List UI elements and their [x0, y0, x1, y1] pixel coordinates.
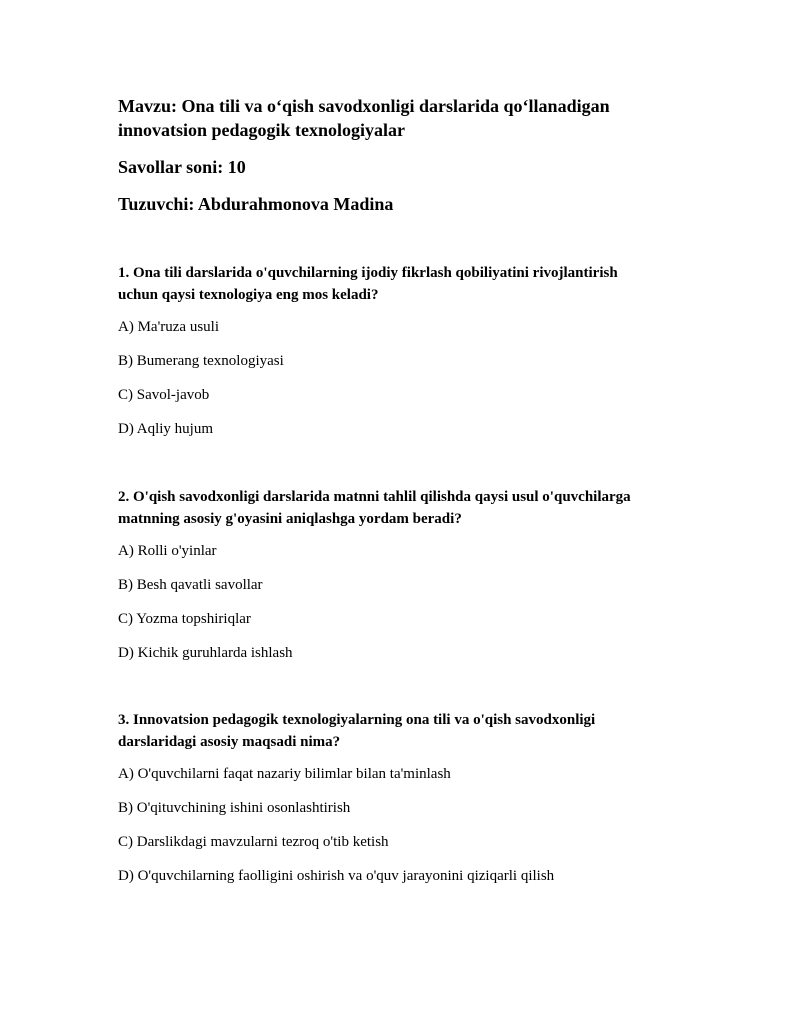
author-line: Tuzuvchi: Abdurahmonova Madina	[118, 194, 394, 214]
question-text-line-2: uchun qaysi texnologiya eng mos keladi?	[118, 287, 379, 303]
question-3	[118, 709, 688, 900]
document-header	[118, 94, 678, 216]
topic-title-line-1: Mavzu: Ona tili va o‘qish savodxonligi darslarida qo‘llanadigan	[118, 96, 610, 116]
option-d: D) Aqliy hujum	[118, 421, 214, 437]
question-text-line-2: darslaridagi asosiy maqsadi nima?	[118, 734, 341, 750]
question-1	[118, 262, 688, 453]
question-text-line-1: 3. Innovatsion pedagogik texnologiyalarning ona tili va o'qish savodxonligi	[118, 712, 596, 728]
option-c: C) Yozma topshiriqlar	[118, 611, 251, 627]
option-d: D) Kichik guruhlarda ishlash	[118, 645, 293, 661]
option-a: A) Rolli o'yinlar	[118, 543, 217, 559]
option-a: A) O'quvchilarni faqat nazariy bilimlar bilan ta'minlash	[118, 766, 451, 782]
option-b: B) Besh qavatli savollar	[118, 577, 263, 593]
question-text-line-1: 2. O'qish savodxonligi darslarida matnni tahlil qilishda qaysi usul o'quvchilarga	[118, 489, 631, 505]
option-b: B) O'qituvchining ishini osonlashtirish	[118, 800, 351, 816]
option-c: C) Darslikdagi mavzularni tezroq o'tib ketish	[118, 834, 389, 850]
question-2	[118, 486, 688, 677]
question-text-line-2: matnning asosiy g'oyasini aniqlashga yordam beradi?	[118, 511, 462, 527]
option-b: B) Bumerang texnologiyasi	[118, 353, 284, 369]
question-title	[118, 709, 688, 753]
question-count: Savollar soni: 10	[118, 157, 246, 177]
option-d: D) O'quvchilarning faolligini oshirish va o'quv jarayonini qiziqarli qilish	[118, 868, 555, 884]
option-a: A) Ma'ruza usuli	[118, 319, 220, 335]
question-title	[118, 486, 688, 530]
option-c: C) Savol-javob	[118, 387, 210, 403]
topic-title-line-2: innovatsion pedagogik texnologiyalar	[118, 120, 406, 140]
question-title	[118, 262, 688, 306]
question-text-line-1: 1. Ona tili darslarida o'quvchilarning ijodiy fikrlash qobiliyatini rivojlantirish	[118, 265, 618, 281]
